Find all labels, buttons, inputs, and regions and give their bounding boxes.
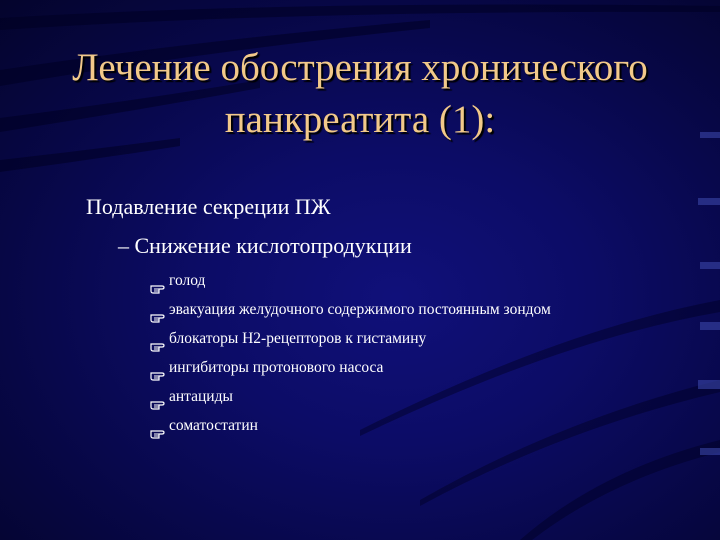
list-item-text: антациды: [169, 388, 233, 405]
list-item: [150, 295, 551, 324]
pointing-hand-icon: [150, 362, 168, 374]
list-item: [150, 324, 551, 353]
list-item-text: блокаторы Н2-рецепторов к гистамину: [169, 330, 427, 347]
pointing-hand-icon: [150, 420, 168, 432]
list-item-text: голод: [169, 272, 206, 289]
level2-bullet-text: Снижение кислотопродукции: [134, 233, 412, 258]
pointing-hand-icon: [150, 391, 168, 403]
pointing-hand-icon: [150, 333, 168, 345]
list-item-text: ингибиторы протонового насоса: [169, 359, 384, 376]
list-item: [150, 266, 551, 295]
level3-bullet-list: [150, 266, 551, 440]
level1-bullet-text: Подавление секреции ПЖ: [86, 194, 331, 219]
list-item-text: эвакуация желудочного содержимого постоянным зондом: [169, 301, 551, 318]
level2-dash: –: [118, 233, 129, 258]
list-item: [150, 353, 551, 382]
title-line-1: Лечение обострения хронического: [72, 46, 648, 89]
pointing-hand-icon: [150, 304, 168, 316]
slide-title: [20, 42, 700, 146]
pointing-hand-icon: [150, 275, 168, 287]
list-item: [150, 382, 551, 411]
list-item-text: соматостатин: [169, 417, 258, 434]
list-item: [150, 411, 551, 440]
title-line-2: панкреатита (1):: [224, 98, 496, 141]
level2-bullet: [118, 232, 412, 260]
